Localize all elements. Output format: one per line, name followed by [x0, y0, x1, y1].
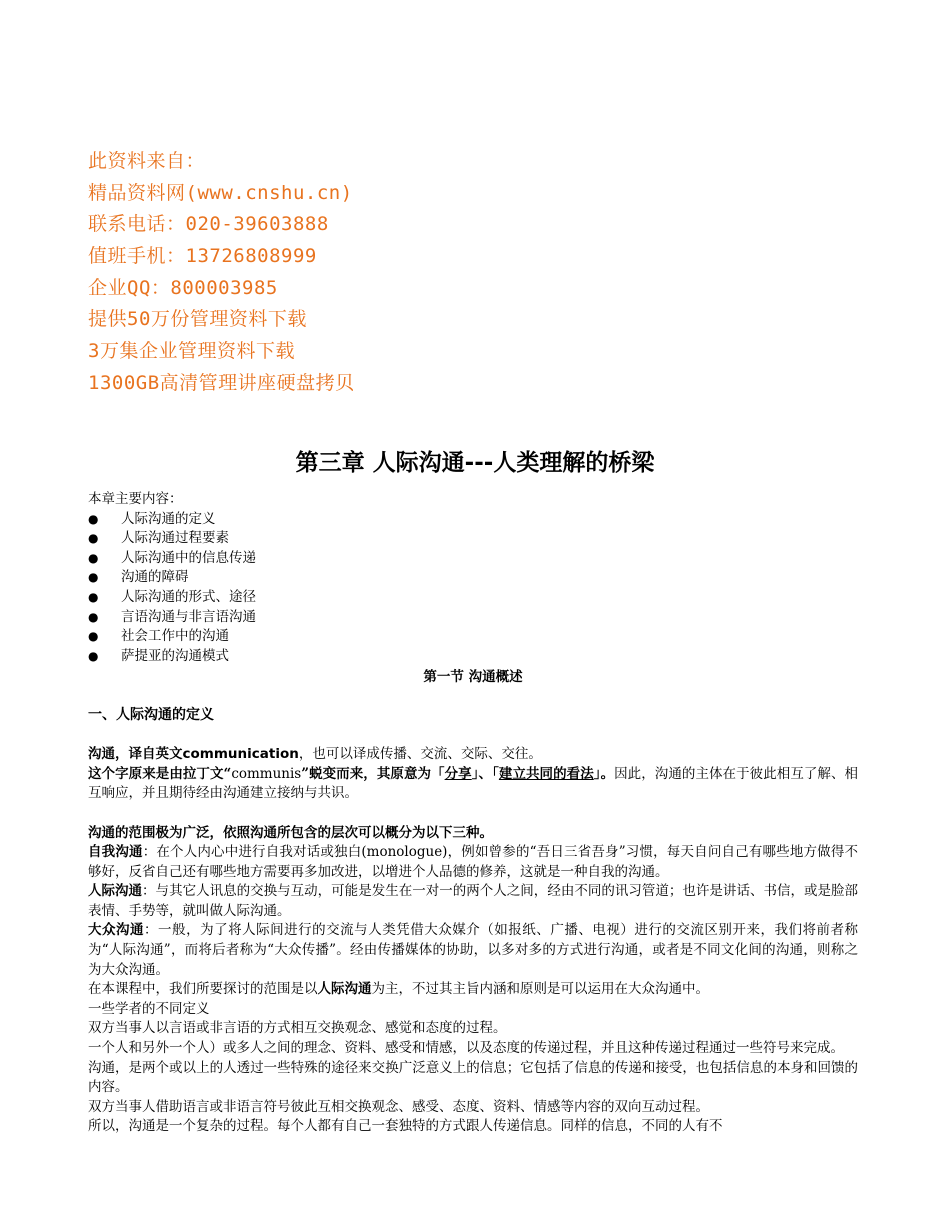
list-item: ● 人际沟通过程要素: [88, 529, 858, 549]
bullet-icon: ●: [88, 648, 99, 663]
list-item: ● 人际沟通中的信息传递: [88, 549, 858, 569]
bullet-icon: ●: [88, 609, 99, 624]
bullet-icon: ●: [88, 629, 99, 644]
outline-list: [88, 510, 858, 667]
paragraph: 双方当事人以言语或非言语的方式相互交换观念、感觉和态度的过程。: [88, 1020, 507, 1037]
section-title: 第一节 沟通概述: [423, 669, 523, 686]
paragraph: 在本课程中，我们所要探讨的范围是以人际沟通为主，不过其主旨内涵和原则是可以运用在大众沟通中。: [88, 981, 709, 998]
header-line: 1300GB高清管理讲座硬盘拷贝: [88, 371, 355, 394]
document-body: [88, 490, 858, 1137]
paragraph: 沟通的范围极为广泛，依照沟通所包含的层次可以概分为以下三种。: [88, 824, 493, 841]
bullet-icon: ●: [88, 550, 99, 565]
paragraph: 一个人和另外一个人）或多人之间的理念、资料、感受和情感，以及态度的传递过程，并且这种传递过程通过一些符号来完成。: [88, 1040, 844, 1057]
spacer: [88, 804, 858, 824]
bullet-icon: ●: [88, 589, 99, 604]
bullet-icon: ●: [88, 511, 99, 526]
paragraph: 双方当事人借助语言或非语言符号彼此互相交换观念、感受、态度、资料、情感等内容的双向互动过程。: [88, 1098, 709, 1115]
list-item: ● 萨提亚的沟通模式: [88, 647, 858, 667]
outline-label: 本章主要内容：: [88, 491, 183, 507]
paragraph: 一些学者的不同定义: [88, 1000, 210, 1017]
paragraph: 自我沟通：在个人内心中进行自我对话或独白(monologue)，例如曾参的“吾日三省吾身”习惯，每天自问自己有哪些地方做得不够好，反省自己还有哪些地方需要再多加改进，以增进个人品德的修养，这就是一种自我的沟通。: [88, 844, 859, 880]
paragraph: 人际沟通：与其它人讯息的交换与互动，可能是发生在一对一的两个人之间，经由不同的讯习管道；也许是讲话、书信，或是脸部表情、手势等，就叫做人际沟通。: [88, 883, 859, 919]
paragraph: 沟通，译自英文communication，也可以译成传播、交流、交际、交往。: [88, 746, 542, 763]
header-line: 3万集企业管理资料下载: [88, 340, 295, 363]
list-item: ● 沟通的障碍: [88, 568, 858, 588]
bullet-icon: ●: [88, 570, 99, 585]
spacer: [88, 726, 858, 746]
list-item: ● 人际沟通的形式、途径: [88, 588, 858, 608]
list-item: ● 人际沟通的定义: [88, 510, 858, 530]
heading: 一、人际沟通的定义: [88, 706, 214, 723]
header-line: 联系电话：020-39603888: [88, 213, 329, 236]
paragraph: 这个字原来是由拉丁文“communis”蜕变而来，其原意为「分享」、「建立共同的看法」。因此，沟通的主体在于彼此相互了解、相互响应，并且期待经由沟通建立接纳与共识。: [88, 765, 859, 802]
header-line: 精品资料网(www.cnshu.cn): [88, 181, 353, 204]
header-line: 提供50万份管理资料下载: [88, 308, 307, 331]
header-line: 企业QQ：800003985: [88, 276, 278, 299]
bullet-icon: ●: [88, 531, 99, 546]
list-item: ● 言语沟通与非言语沟通: [88, 608, 858, 628]
paragraph: 大众沟通：一般，为了将人际间进行的交流与人类凭借大众媒介（如报纸、广播、电视）进行的交流区别开来，我们将前者称为“人际沟通”，而将后者称为“大众传播”。经由传播媒体的协助，以多对多的方式进行沟通，或者是不同文化间的沟通，则称之为大众沟通。: [88, 922, 859, 978]
paragraph: 所以，沟通是一个复杂的过程。每个人都有自己一套独特的方式跟人传递信息。同样的信息，不同的人有不: [88, 1118, 723, 1135]
chapter-title: 第三章 人际沟通---人类理解的桥梁: [295, 450, 655, 476]
header-line: 此资料来自：: [88, 150, 206, 172]
header-line: 值班手机：13726808999: [88, 245, 317, 268]
list-item: ● 社会工作中的沟通: [88, 627, 858, 647]
paragraph: 沟通，是两个或以上的人透过一些特殊的途径来交换广泛意义上的信息；它包括了信息的传递和接受，也包括信息的本身和回馈的内容。: [88, 1059, 858, 1096]
source-header: [88, 146, 355, 400]
